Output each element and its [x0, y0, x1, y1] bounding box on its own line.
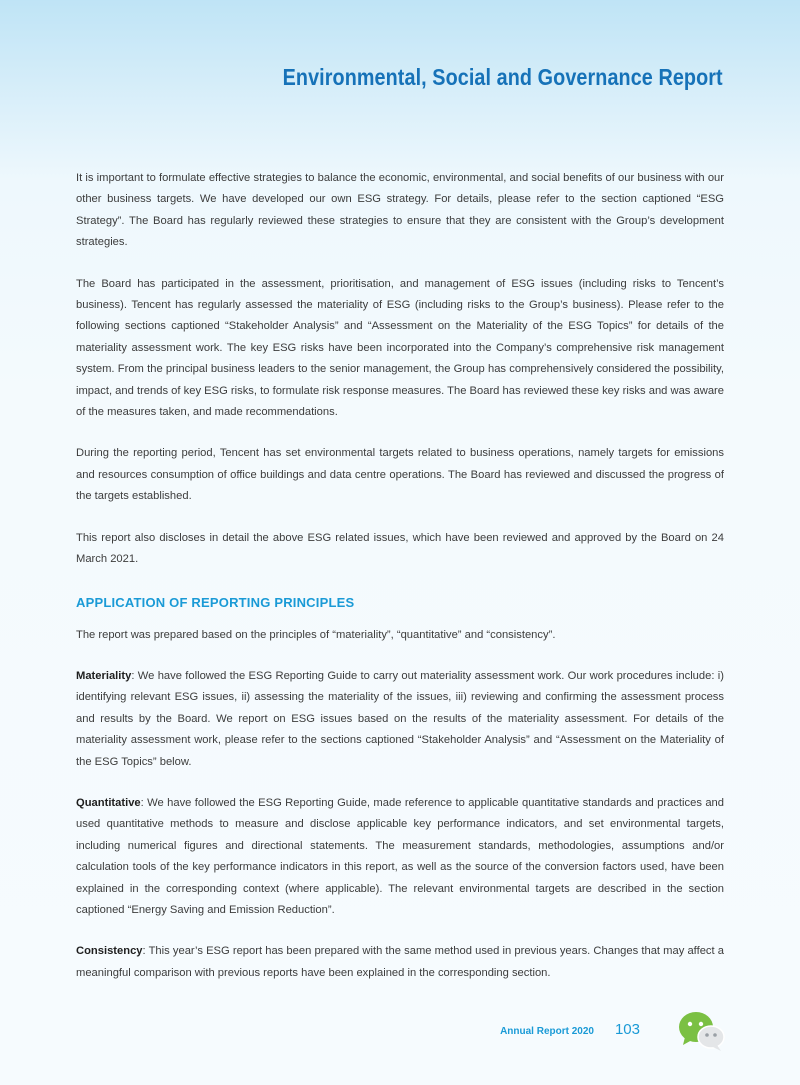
materiality-text: : We have followed the ESG Reporting Guide to carry out materiality assessment work. Our work procedures include: i) identifying relevant ESG issues, ii) assessing the materiality of the issues, iii) reviewing and confirming the assessment process and results by the Board. We report on ESG issues based on the results of the materiality assessment. For details of the materiality assessment work, please refer to the sections captioned “Stakeholder Analysis” and “Assessment on the Materiality of the ESG Topics” below. — [76, 669, 724, 768]
term-quantitative: Quantitative — [76, 796, 141, 809]
report-body — [76, 168, 724, 984]
consistency-text: : This year’s ESG report has been prepared with the same method used in previous years. Changes that may affect a meaningful comparison with previous reports have been explained in the corresponding section. — [76, 945, 724, 979]
paragraph-board-risk-assessment: The Board has participated in the assessment, prioritisation, and management of ESG issues (including risks to Tencent’s business). Tencent has regularly assessed the materiality of ESG (including risks to the Group’s business). Please refer to the following sections captioned “Stakeholder Analysis” and “Assessment on the Materiality of the ESG Topics” for details of the materiality assessment work. The key ESG risks have been incorporated into the Company’s comprehensive risk management system. From the principal business leaders to the senior management, the Group has comprehensively considered the possibility, impact, and trends of key ESG risks, to formulate risk response measures. The Board has reviewed these key risks and was aware of the measures taken, and made recommendations. — [76, 277, 724, 419]
wechat-logo-icon — [677, 1010, 727, 1052]
footer-label: Annual Report 2020 — [500, 1026, 594, 1037]
quantitative-text: : We have followed the ESG Reporting Guide, made reference to applicable quantitative standards and practices and used quantitative methods to measure and disclose applicable key performance indicators, and set environmental targets, including numerical figures and directional statements. The measurement standards, methodologies, assumptions and/or calculation tools of the key performance indicators in this report, as well as the source of the conversion factors used, have been explained in the corresponding context (where applicable). The relevant environmental targets are described in the section captioned “Energy Saving and Emission Reduction”. — [76, 796, 724, 916]
term-consistency: Consistency — [76, 945, 143, 958]
section-heading: APPLICATION OF REPORTING PRINCIPLES — [76, 594, 355, 610]
page-title: Environmental, Social and Governance Report — [282, 64, 723, 90]
paragraph-esg-strategy: It is important to formulate effective strategies to balance the economic, environmental, and social benefits of our business with our other business targets. We have developed our own ESG strategy. For details, please refer to the section captioned “ESG Strategy”. The Board has regularly reviewed these strategies to ensure that they are consistent with the Group’s development strategies. — [76, 172, 724, 249]
term-materiality: Materiality — [76, 669, 132, 682]
paragraph-quantitative — [76, 793, 724, 921]
paragraph-materiality — [76, 666, 724, 773]
paragraph-board-approval: This report also discloses in detail the above ESG related issues, which have been reviewed and approved by the Board on 24 March 2021. — [76, 531, 724, 566]
page-number: 103 — [614, 1021, 640, 1038]
paragraph-consistency — [76, 941, 724, 984]
paragraph-reporting-principles: The report was prepared based on the principles of “materiality”, “quantitative” and “consistency”. — [76, 628, 556, 641]
paragraph-environmental-targets: During the reporting period, Tencent has set environmental targets related to business operations, namely targets for emissions and resources consumption of office buildings and data centre operations. The Board has reviewed and discussed the progress of the targets established. — [76, 447, 724, 503]
